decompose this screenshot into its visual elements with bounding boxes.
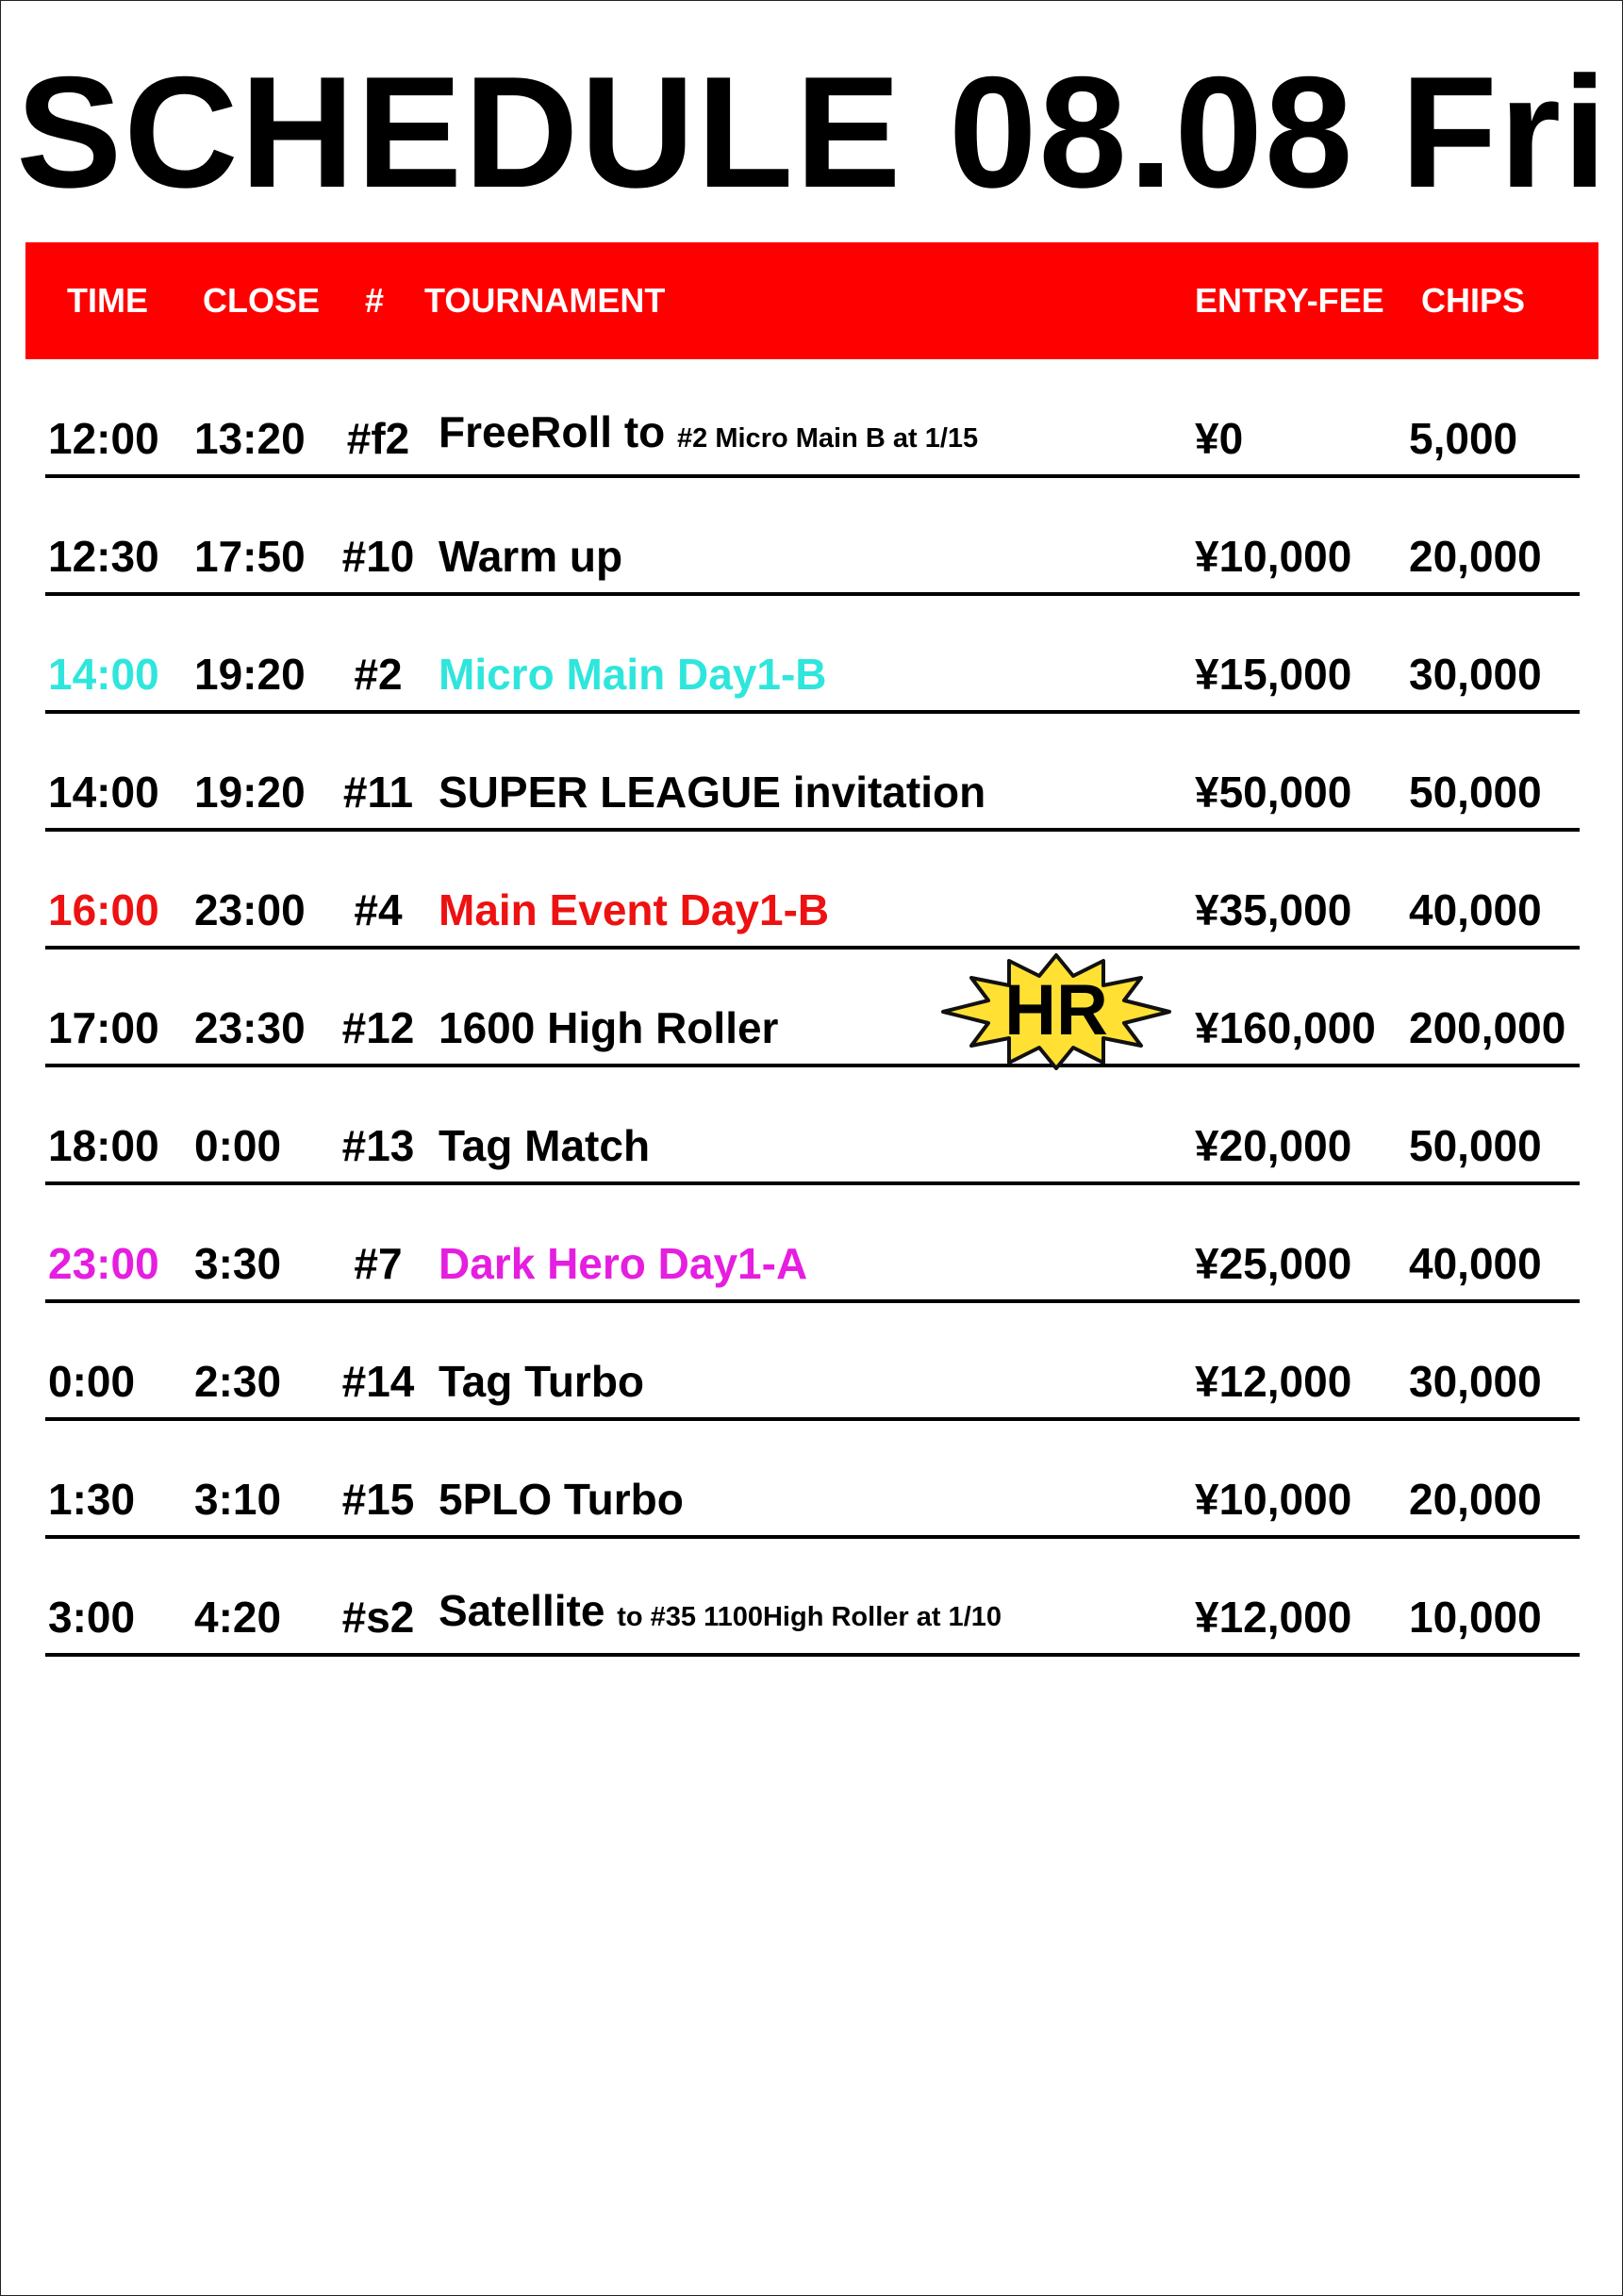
row-number: #15 bbox=[341, 1475, 415, 1524]
row-time: 17:00 bbox=[48, 1003, 159, 1052]
row-entry-fee: ¥15,000 bbox=[1195, 650, 1352, 699]
row-entry-fee: ¥20,000 bbox=[1195, 1121, 1352, 1170]
row-tournament bbox=[439, 404, 978, 467]
row-number: #7 bbox=[354, 1239, 403, 1288]
row-chips: 40,000 bbox=[1409, 1239, 1542, 1288]
row-close: 19:20 bbox=[194, 650, 306, 699]
row-number: #s2 bbox=[341, 1593, 415, 1642]
row-entry-fee: ¥160,000 bbox=[1195, 1003, 1376, 1052]
row-close: 3:10 bbox=[194, 1475, 282, 1524]
table-row bbox=[45, 950, 1580, 1067]
page-title: SCHEDULE 08.08 Fri bbox=[16, 43, 1609, 221]
row-close: 2:30 bbox=[194, 1357, 282, 1406]
row-entry-fee: ¥12,000 bbox=[1195, 1593, 1352, 1642]
row-time: 12:00 bbox=[48, 414, 159, 463]
column-header-chips: CHIPS bbox=[1421, 281, 1526, 320]
row-chips: 20,000 bbox=[1409, 532, 1542, 581]
row-tournament-name: Warm up bbox=[439, 532, 623, 581]
table-row bbox=[45, 1067, 1580, 1185]
column-header-bar bbox=[25, 242, 1598, 359]
row-entry-fee: ¥25,000 bbox=[1195, 1239, 1352, 1288]
row-time: 16:00 bbox=[48, 885, 159, 934]
row-close: 0:00 bbox=[194, 1121, 282, 1170]
row-number: #11 bbox=[342, 768, 414, 817]
row-tournament-name: Main Event Day1-B bbox=[439, 885, 830, 934]
row-chips: 10,000 bbox=[1409, 1593, 1542, 1642]
row-tournament-name: 1600 High Roller bbox=[439, 1003, 779, 1052]
row-tournament-name: FreeRoll to bbox=[439, 407, 666, 456]
row-chips: 50,000 bbox=[1409, 768, 1542, 817]
row-entry-fee: ¥35,000 bbox=[1195, 885, 1352, 934]
row-entry-fee: ¥12,000 bbox=[1195, 1357, 1352, 1406]
row-number: #2 bbox=[354, 650, 403, 699]
row-entry-fee: ¥10,000 bbox=[1195, 1475, 1352, 1524]
row-entry-fee: ¥50,000 bbox=[1195, 768, 1352, 817]
high-roller-badge bbox=[941, 953, 1171, 1070]
row-chips: 30,000 bbox=[1409, 1357, 1542, 1406]
row-tournament bbox=[439, 1582, 1002, 1645]
row-chips: 40,000 bbox=[1409, 885, 1542, 934]
row-number: #4 bbox=[354, 885, 403, 934]
row-time: 0:00 bbox=[48, 1357, 136, 1406]
row-number: #14 bbox=[341, 1357, 415, 1406]
row-time: 14:00 bbox=[48, 650, 159, 699]
badge-label: HR bbox=[1004, 970, 1108, 1050]
row-chips: 30,000 bbox=[1409, 650, 1542, 699]
row-tournament-note: to #35 1100High Roller at 1/10 bbox=[617, 1602, 1002, 1632]
row-close: 23:30 bbox=[194, 1003, 306, 1052]
row-tournament-name: Satellite bbox=[439, 1586, 605, 1635]
table-row bbox=[45, 478, 1580, 596]
row-tournament-name: Tag Match bbox=[439, 1121, 651, 1170]
row-time: 12:30 bbox=[48, 532, 159, 581]
row-close: 17:50 bbox=[194, 532, 306, 581]
row-time: 14:00 bbox=[48, 768, 159, 817]
row-number: #12 bbox=[341, 1003, 415, 1052]
column-header-entry-fee: ENTRY-FEE bbox=[1195, 281, 1384, 320]
row-time: 3:00 bbox=[48, 1593, 136, 1642]
table-row bbox=[45, 832, 1580, 950]
row-close: 4:20 bbox=[194, 1593, 282, 1642]
row-chips: 200,000 bbox=[1409, 1003, 1566, 1052]
table-row bbox=[45, 714, 1580, 832]
row-tournament-name: 5PLO Turbo bbox=[439, 1475, 684, 1524]
column-header-tournament: TOURNAMENT bbox=[424, 281, 666, 320]
row-tournament-name: SUPER LEAGUE invitation bbox=[439, 768, 986, 817]
row-chips: 20,000 bbox=[1409, 1475, 1542, 1524]
row-close: 13:20 bbox=[194, 414, 306, 463]
table-row bbox=[45, 1303, 1580, 1421]
table-row bbox=[45, 1185, 1580, 1303]
row-entry-fee: ¥0 bbox=[1195, 414, 1244, 463]
row-close: 23:00 bbox=[194, 885, 306, 934]
row-time: 23:00 bbox=[48, 1239, 159, 1288]
row-tournament-note: #2 Micro Main B at 1/15 bbox=[677, 423, 979, 454]
row-chips: 5,000 bbox=[1409, 414, 1518, 463]
row-close: 3:30 bbox=[194, 1239, 282, 1288]
table-row bbox=[45, 1421, 1580, 1539]
column-header-number: # bbox=[365, 281, 385, 320]
row-number: #f2 bbox=[346, 414, 410, 463]
table-row bbox=[45, 596, 1580, 714]
column-header-close: CLOSE bbox=[203, 281, 321, 320]
row-tournament-name: Micro Main Day1-B bbox=[439, 650, 827, 699]
row-number: #10 bbox=[341, 532, 415, 581]
row-number: #13 bbox=[341, 1121, 415, 1170]
column-header-time: TIME bbox=[67, 281, 148, 320]
row-chips: 50,000 bbox=[1409, 1121, 1542, 1170]
row-time: 18:00 bbox=[48, 1121, 159, 1170]
table-row bbox=[45, 360, 1580, 478]
row-tournament-name: Dark Hero Day1-A bbox=[439, 1239, 808, 1288]
row-time: 1:30 bbox=[48, 1475, 136, 1524]
row-tournament-name: Tag Turbo bbox=[439, 1357, 645, 1406]
row-entry-fee: ¥10,000 bbox=[1195, 532, 1352, 581]
row-close: 19:20 bbox=[194, 768, 306, 817]
table-row bbox=[45, 1539, 1580, 1657]
